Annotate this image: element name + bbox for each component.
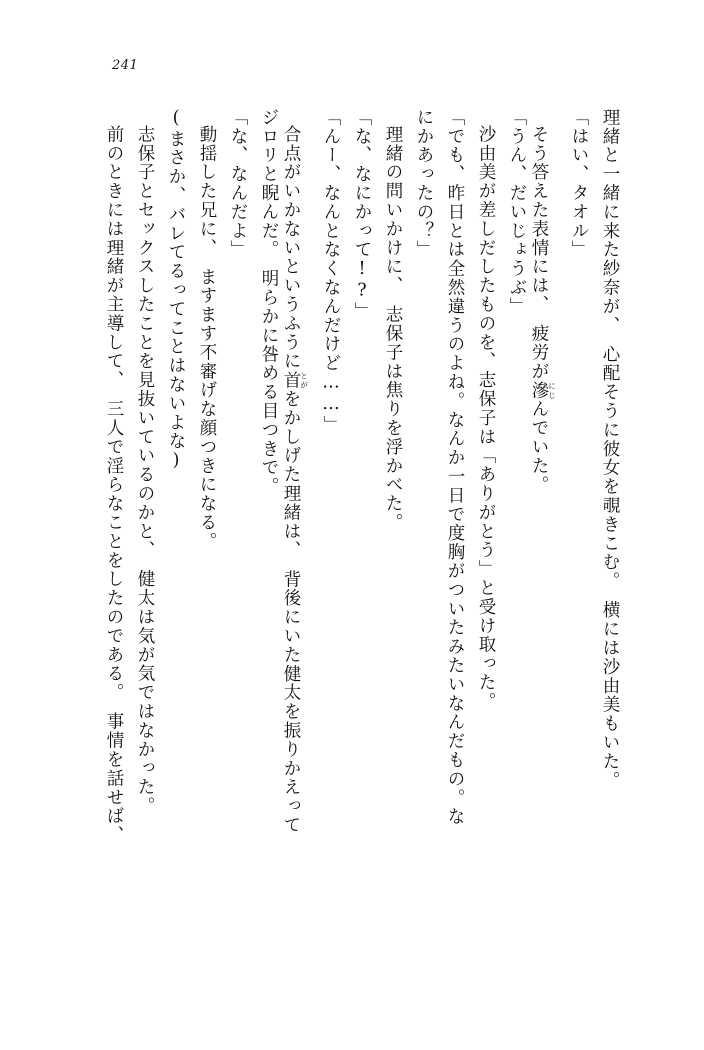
text-column: 「な、なにかって!?」: [352, 108, 372, 321]
text-column: 沙由美が差しだしたものを、志保子は「ありがとう」と受け取った。: [476, 125, 496, 711]
text-column: 「はい、タオル」: [569, 108, 589, 260]
text-column: 「んー、なんとなくなんだけど……」: [321, 108, 341, 435]
text-column: (まさか、バレてるってことはないよな): [166, 108, 186, 473]
text-column: ジロリと睨んだ。 明らかに咎める目つきで。: [259, 108, 279, 497]
text-column: 理緒の問いかけに、 志保子は焦りを浮かべた。: [383, 125, 403, 533]
text-column: 「でも、昨日とは全然違うのよね。なんか一日で度胸がついたみたいなんだもの。な: [445, 108, 465, 827]
text-column: 前のときには理緒が主導して、 三人で淫らなことをしたのである。 事情を話せば、: [104, 125, 124, 845]
text-column: 志保子とセックスしたことを見抜いているのかと、 健太は気が気ではなかった。: [135, 125, 155, 816]
page-number: 241: [112, 58, 139, 73]
text-column: 動揺した兄に、 ますます不審げな顔つきになる。: [197, 125, 217, 551]
text-column: 「な、なんだよ」: [228, 108, 248, 260]
vertical-text-block: [96, 108, 618, 938]
text-column: 合点がいかないというふうに首とがをかしげた理緒は、 背後にいた健太を振りかえって: [281, 125, 309, 835]
text-column: そう答えた表情には、 疲労が滲にじんでいた。: [529, 125, 557, 495]
text-column: にかあったの？」: [414, 108, 434, 260]
text-column: 理緒と一緒に来た紗奈が、 心配そうに彼女を覗きこむ。 横には沙由美もいた。: [600, 108, 620, 790]
text-column: 「うん、だいじょうぶ」: [507, 108, 527, 316]
